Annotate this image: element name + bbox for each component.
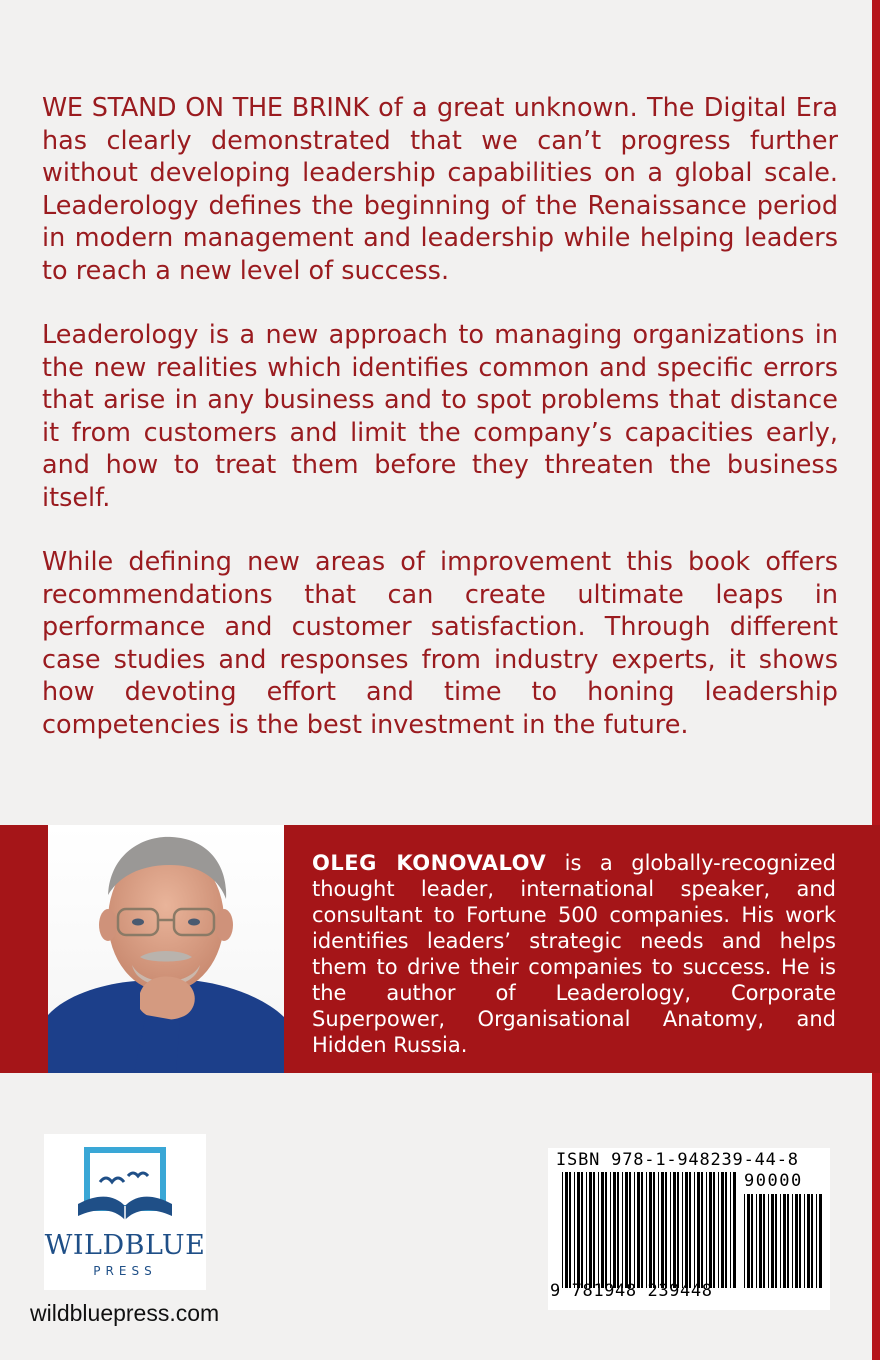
barcode-bar <box>661 1172 664 1288</box>
publisher-logo-title: WILDBLUE <box>44 1230 206 1261</box>
barcode-bar <box>677 1172 679 1288</box>
barcode-bar <box>649 1172 652 1288</box>
barcode-bar <box>629 1172 631 1288</box>
barcode-bar <box>637 1172 640 1288</box>
barcode-bar <box>625 1172 628 1288</box>
barcode-bar <box>589 1172 592 1288</box>
barcode-bar <box>653 1172 655 1288</box>
author-name: OLEG KONOVALOV <box>312 851 547 875</box>
barcode-bar <box>725 1172 727 1288</box>
spine-edge <box>872 0 880 1360</box>
barcode-bar <box>601 1172 604 1288</box>
barcode-bar <box>744 1194 745 1288</box>
barcode-bar <box>670 1172 671 1288</box>
barcode-bar <box>665 1172 667 1288</box>
barcode-bar <box>685 1172 688 1288</box>
barcode-bar <box>721 1172 724 1288</box>
barcode-bar <box>569 1172 571 1288</box>
barcode-bar <box>613 1172 616 1288</box>
barcode-bar <box>795 1194 798 1288</box>
barcode-bar <box>811 1194 813 1288</box>
barcode-bar <box>673 1172 676 1288</box>
barcode-bar <box>682 1172 683 1288</box>
author-portrait-illustration <box>48 825 284 1073</box>
barcode-bar <box>593 1172 595 1288</box>
barcode-bar <box>792 1194 793 1288</box>
barcode-bar <box>787 1194 789 1288</box>
barcode-bar <box>718 1172 719 1288</box>
blurb-lead-caps: WE STAND ON THE BRINK <box>42 93 369 123</box>
isbn-barcode <box>548 1148 830 1310</box>
barcode-bar <box>783 1194 786 1288</box>
barcode-bar <box>730 1172 731 1288</box>
publisher-logo <box>44 1134 206 1290</box>
barcode-bar <box>605 1172 607 1288</box>
barcode-bar <box>581 1172 583 1288</box>
barcode-bar <box>751 1194 753 1288</box>
barcode-bar <box>759 1194 762 1288</box>
barcode-bar <box>799 1194 801 1288</box>
barcode-bar <box>771 1194 774 1288</box>
barcode-bar <box>763 1194 765 1288</box>
author-bio <box>312 850 836 1058</box>
author-photo <box>48 825 284 1073</box>
publisher-logo-subtitle: PRESS <box>93 1264 157 1278</box>
barcode-bar <box>577 1172 580 1288</box>
barcode-bar <box>775 1194 777 1288</box>
barcode-bar <box>768 1194 769 1288</box>
barcode-bar <box>641 1172 643 1288</box>
barcode-bar <box>780 1194 781 1288</box>
barcode-bar <box>565 1172 568 1288</box>
open-book-icon <box>44 1134 206 1230</box>
barcode-bar <box>622 1172 623 1288</box>
barcode-bar <box>586 1172 587 1288</box>
barcode-bar <box>747 1194 750 1288</box>
barcode-bar <box>694 1172 695 1288</box>
barcode-bar <box>701 1172 703 1288</box>
blurb-paragraph-2: Leaderology is a new approach to managing organizations in the new realities which identifies common and specific errors that arise in any business and to spot problems that distance it from customers and limit the company’s capacities early, and how to treat them before they threaten the business itself. <box>42 320 838 513</box>
barcode-bar <box>617 1172 619 1288</box>
barcode-bar <box>634 1172 635 1288</box>
barcode-bar <box>819 1194 822 1288</box>
blurb-paragraph-3: While defining new areas of improvement this book offers recommendations that can create ultimate leaps in performance and customer satisfaction. Through different case studies and responses from industry experts, it shows how devoting effort and time to honing leadership competencies is the best investment in the future. <box>42 547 838 740</box>
barcode-bar <box>733 1172 736 1288</box>
barcode-bar <box>709 1172 712 1288</box>
barcode-bar <box>689 1172 691 1288</box>
barcode-bar <box>706 1172 707 1288</box>
barcode-bar <box>804 1194 805 1288</box>
barcode-bar <box>574 1172 575 1288</box>
publisher-website: wildbluepress.com <box>30 1300 220 1326</box>
back-cover-blurb <box>42 92 838 773</box>
isbn-number: ISBN 978-1-948239-44-8 <box>556 1150 799 1170</box>
barcode-bar <box>646 1172 647 1288</box>
barcode-bar <box>658 1172 659 1288</box>
barcode-bar <box>598 1172 599 1288</box>
barcode-bar <box>562 1172 563 1288</box>
barcode-bar <box>756 1194 757 1288</box>
barcode-bar <box>697 1172 700 1288</box>
author-bio-text: is a globally-recognized thought leader, international speaker, and consultant to Fortune 500 companies. His work identifies leaders’ strategic needs and helps them to drive their companies to success. He is the author of Leaderology, Corporate Superpower, Organisational Anatomy, and Hidden Russia. <box>312 851 836 1057</box>
blurb-paragraph-1-text: of a great unknown. The Digital Era has clearly demonstrated that we can’t progress further without developing leadership capabilities on a global scale. Leaderology defines the beginning of the Renaissance period in modern management and leadership while helping leaders to reach a new level of success. <box>42 93 838 286</box>
barcode-price-code: 90000 <box>744 1171 803 1191</box>
barcode-bar <box>807 1194 810 1288</box>
ean-digits: 9 781948 239448 <box>550 1281 713 1301</box>
barcode-bar <box>713 1172 715 1288</box>
barcode-bar <box>610 1172 611 1288</box>
blurb-paragraph-1 <box>42 92 838 287</box>
barcode-bar <box>816 1194 817 1288</box>
